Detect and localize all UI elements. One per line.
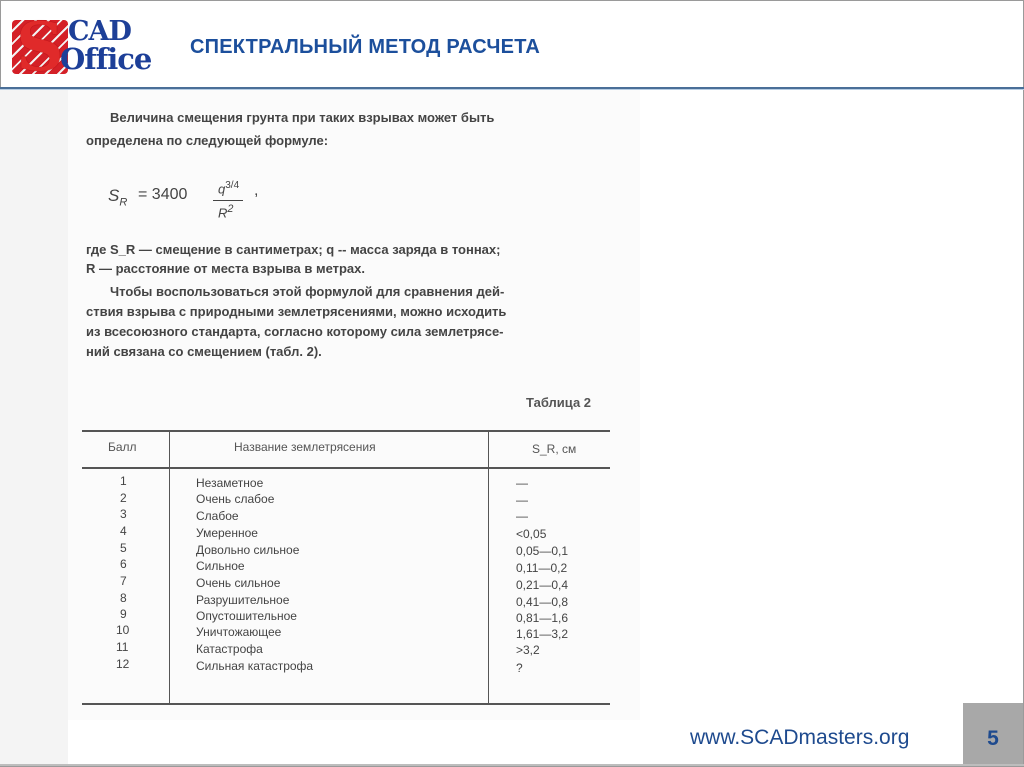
paragraph-2-line-4: ний связана со смещением (табл. 2). [86, 344, 322, 359]
fraction-bar [213, 200, 243, 201]
formula-sr [86, 178, 326, 228]
paragraph-2-line-3: из всесоюзного стандарта, согласно которому сила землетрясе- [86, 324, 504, 339]
paragraph-2-line-2: ствия взрыва с природными землетрясениями, можно исходить [86, 304, 507, 319]
formula-lhs: $S_R$ [108, 186, 128, 209]
scanned-document: Величина смещения грунта при таких взрывах может быть определена по следующей формуле: $S_R$ = 3400 $q^{3/4}$ $R^2$ , где S_R — смещение в сантиметрах; q -- масса заряда в тоннах; R — расстояние от места взрыва в метрах. Чтобы воспользоваться этой формулой для сравнения дей- ствия взрыва с природными землетрясениями, можно исходить из всесоюзного стандарта, согласно которому сила землетрясе- ний связана со смещением (табл. 2). Таблица 2 Балл Название землетрясения S_R, см 1 Незаметное — 2 Очень слабое — 3 Слабое — 4 Умеренное <0,05 5 Довольно сильное 0,05—0,1 6 Сильное 0,11—0,2 7 Очень сильное 0,21—0,4 8 Разрушительное 0,41—0,8 9 Опустошительное 0,81—1,6 10 Уничтожающее 1,61—3,2 11 Катастрофа >3,2 12 Сильная катастрофа ? [68, 90, 640, 720]
table-header-name: Название землетрясения [234, 440, 376, 454]
paragraph-2-line-1: Чтобы воспользоваться этой формулой для сравнения дей- [110, 284, 505, 299]
page-number: 5 [987, 727, 999, 750]
where-line-1: где S_R — смещение в сантиметрах; q -- масса заряда в тоннах; [86, 242, 501, 257]
formula-coefficient: = 3400 [138, 186, 188, 203]
table-top-rule [82, 430, 610, 432]
scad-office-logo [12, 8, 174, 86]
logo-s-mark: S [12, 20, 68, 74]
formula-numerator: $q^{3/4}$ [218, 180, 240, 197]
formula-comma: , [254, 182, 259, 199]
page-number-box [963, 703, 1023, 765]
logo-cad-text: CAD [68, 16, 131, 47]
table-caption: Таблица 2 [526, 395, 592, 410]
slide-title: СПЕКТРАЛЬНЫЙ МЕТОД РАСЧЕТА [190, 36, 540, 58]
footer-website-link[interactable]: www.SCADmasters.org [690, 726, 910, 749]
where-line-2: R — расстояние от места взрыва в метрах. [86, 261, 366, 276]
paragraph-1-line-2: определена по следующей формуле: [86, 133, 329, 148]
logo-office-text: Office [60, 42, 152, 76]
paragraph-1-line-1: Величина смещения грунта при таких взрывах может быть [110, 110, 495, 125]
table-col-divider-1 [169, 430, 170, 704]
table-header-sr: S_R, см [532, 442, 577, 456]
bottom-divider [0, 764, 1024, 766]
table-header-ball: Балл [108, 440, 137, 454]
table-header-rule [82, 467, 610, 469]
formula-denominator: $R^2$ [218, 203, 234, 221]
left-margin-strip [0, 90, 68, 765]
table-col-divider-2 [488, 430, 489, 704]
table-bottom-rule [82, 703, 610, 705]
